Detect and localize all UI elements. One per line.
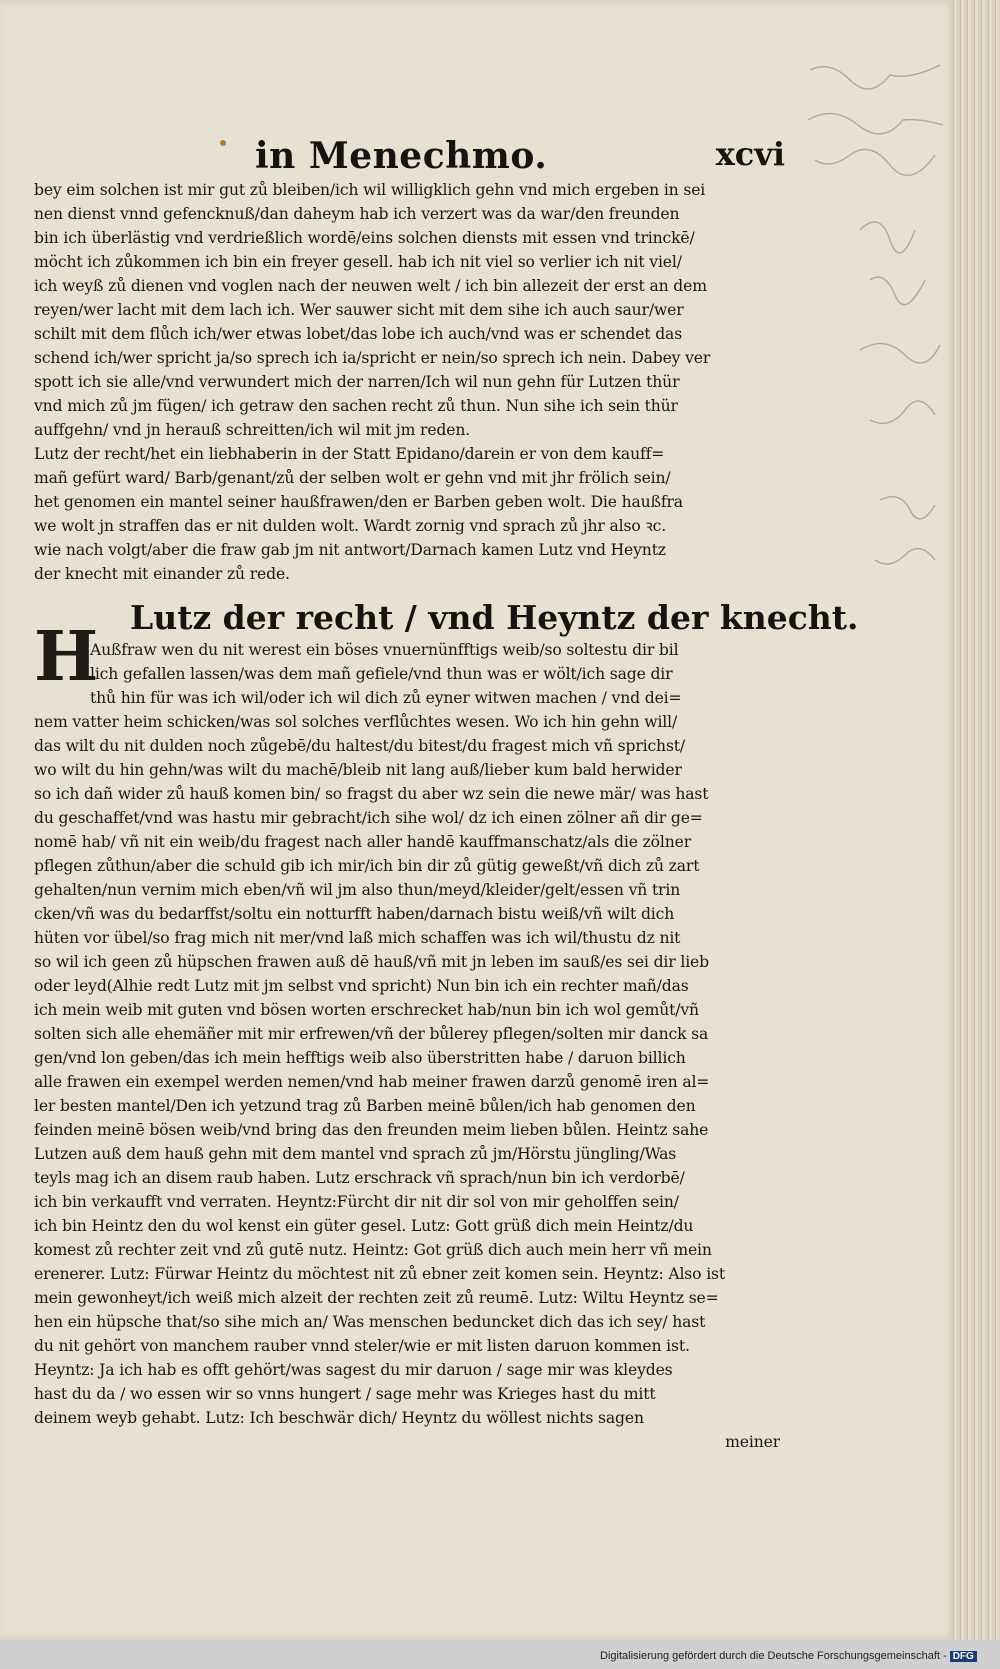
text-line: Heyntz: Ja ich hab es offt gehört/was sagest du mir daruon / sage mir was kleydes [34,1361,673,1379]
text-line: mein gewonheyt/ich weiß mich alzeit der rechten zeit zů reumē. Lutz: Wiltu Heyntz se= [34,1289,719,1307]
text-line: du geschaffet/vnd was hastu mir gebracht/ich sihe wol/ dz ich einen zölner añ dir ge= [34,809,703,827]
text-block-upper [34,178,780,586]
dfg-logo: DFG [950,1651,977,1662]
text-line: spott ich sie alle/vnd verwundert mich der narren/Ich wil nun gehn für Lutzen thür [34,373,680,391]
text-line: wie nach volgt/aber die fraw gab jm nit antwort/Darnach kamen Lutz vnd Heyntz [34,541,666,559]
text-line: bin ich überlästig vnd verdrießlich wordē/eins solchen diensts mit essen vnd trinckē/ [34,229,695,247]
text-line: auffgehn/ vnd jn herauß schreitten/ich wil mit jm reden. [34,421,471,439]
text-line: wo wilt du hin gehn/was wilt du machē/bleib nit lang auß/lieber kum bald herwider [34,761,682,779]
text-line: nem vatter heim schicken/was sol solches verflůchtes wesen. Wo ich hin gehn will/ [34,713,678,731]
text-line: bey eim solchen ist mir gut zů bleiben/ich wil willigklich gehn vnd mich ergeben in sei [34,181,706,199]
text-line: solten sich alle ehemäñer mit mir erfrewen/vñ der bůlerey pflegen/solten mir danck sa [34,1025,709,1043]
text-line: schend ich/wer spricht ja/so sprech ich ia/spricht er nein/so sprech ich nein. Dabey ver [34,349,711,367]
paragraph-1 [34,178,780,442]
text-line: oder leyd(Alhie redt Lutz mit jm selbst vnd spricht) Nun bin ich ein rechter mañ/das [34,977,689,995]
text-block-lower [34,638,780,1454]
text-line: we wolt jn straffen das er nit dulden wolt. Wardt zornig vnd sprach zů jhr also ꝛc. [34,517,667,535]
text-line: cken/vñ was du bedarffst/soltu ein notturfft haben/darnach bistu weiß/vñ wilt dich [34,905,675,923]
text-line: nomē hab/ vñ nit ein weib/du fragest nach aller handē kauffmanschatz/als die zölner [34,833,692,851]
catchword: meiner [725,1433,780,1451]
text-line: du nit gehört von manchem rauber vnnd steler/wie er mit listen daruon kommen ist. [34,1337,690,1355]
text-line: teyls mag ich an disem raub haben. Lutz erschrack vñ sprach/nun bin ich verdorbē/ [34,1169,685,1187]
text-line: gehalten/nun vernim mich eben/vñ wil jm also thun/meyd/kleider/gelt/essen vñ trin [34,881,681,899]
ink-stain [220,140,226,146]
text-line: mañ gefürt ward/ Barb/genant/zů der selben wolt er gehn vnd mit jhr frölich sein/ [34,469,671,487]
section-heading: Lutz der recht / vnd Heyntz der knecht. [130,598,859,637]
text-line: alle frawen ein exempel werden nemen/vnd hab meiner frawen darzů genomē iren al= [34,1073,710,1091]
text-line: vnd mich zů jm fügen/ ich getraw den sachen recht zů thun. Nun sihe ich sein thür [34,397,678,415]
folio-number: xcvi [715,135,785,173]
digitization-footer [600,1650,977,1662]
text-line: Lutz der recht/het ein liebhaberin in der Statt Epidano/darein er von dem kauff= [34,445,665,463]
text-line: pflegen zůthun/aber die schuld gib ich mir/ich bin dir zů gütig geweßt/vñ dich zů zart [34,857,700,875]
running-title: in Menechmo. [255,135,548,177]
text-line: Lutzen auß dem hauß gehn mit dem mantel vnd sprach zů jm/Hörstu jüngling/Was [34,1145,677,1163]
text-line: komest zů rechter zeit vnd zů gutē nutz. Heintz: Got grüß dich auch mein herr vñ mein [34,1241,712,1259]
paragraph-3 [34,638,780,1430]
text-line: thů hin für was ich wil/oder ich wil dich zů eyner witwen machen / vnd dei= [90,689,682,707]
text-line: das wilt du nit dulden noch zůgebē/du haltest/du bitest/du fragest mich vñ sprichst/ [34,737,686,755]
text-line: ler besten mantel/Den ich yetzund trag zů Barben meinē bůlen/ich hab genomen den [34,1097,696,1115]
text-line: reyen/wer lacht mit dem lach ich. Wer sauwer sicht mit dem sihe ich auch saur/wer [34,301,684,319]
text-line: nen dienst vnnd gefencknuß/dan daheym hab ich verzert was da war/den freunden [34,205,680,223]
footer-text: Digitalisierung gefördert durch die Deutsche Forschungsgemeinschaft - [600,1650,947,1662]
text-line: hüten vor übel/so frag mich nit mer/vnd laß mich schaffen was ich wil/thustu dz nit [34,929,681,947]
text-line: ich weyß zů dienen vnd voglen nach der neuwen welt / ich bin allezeit der erst an dem [34,277,707,295]
text-line: lich gefallen lassen/was dem mañ gefiele/vnd thun was er wölt/ich sage dir [90,665,673,683]
text-line: hen ein hüpsche that/so sihe mich an/ Was menschen beduncket dich das ich sey/ hast [34,1313,706,1331]
text-line: ich mein weib mit guten vnd bösen worten erschrecket hab/nun bin ich wol gemůt/vñ [34,1001,699,1019]
text-line: hast du da / wo essen wir so vnns hungert / sage mehr was Krieges hast du mitt [34,1385,656,1403]
text-line: schilt mit dem flůch ich/wer etwas lobet/das lobe ich auch/vnd was er schendet das [34,325,683,343]
pencil-marginalia [800,40,950,600]
text-line: gen/vnd lon geben/das ich mein hefftigs weib also überstritten habe / daruon billich [34,1049,686,1067]
paragraph-2 [34,442,780,586]
text-line: möcht ich zůkommen ich bin ein freyer gesell. hab ich nit viel so verlier ich nit viel/ [34,253,682,271]
decorated-initial: H [34,617,99,697]
page-stack-edge [950,0,1000,1640]
text-line: so wil ich geen zů hüpschen frawen auß dē hauß/vñ mit jn leben im sauß/es sei dir lieb [34,953,709,971]
text-line: der knecht mit einander zů rede. [34,565,290,583]
text-line: het genomen ein mantel seiner haußfrawen/den er Barben geben wolt. Die haußfra [34,493,683,511]
text-line: ich bin verkaufft vnd verraten. Heyntz:Fürcht dir nit dir sol von mir geholffen sein/ [34,1193,679,1211]
text-line: so ich dañ wider zů hauß komen bin/ so fragst du aber wz sein die newe mär/ was hast [34,785,709,803]
text-line: erenerer. Lutz: Fürwar Heintz du möchtest nit zů ebner zeit komen sein. Heyntz: Also ist [34,1265,726,1283]
text-line: deinem weyb gehabt. Lutz: Ich beschwär dich/ Heyntz du wöllest nichts sagen [34,1409,644,1427]
text-line: ich bin Heintz den du wol kenst ein güter gesel. Lutz: Gott grüß dich mein Heintz/du [34,1217,694,1235]
text-line: Außfraw wen du nit werest ein böses vnuernünfftigs weib/so soltestu dir bil [90,641,679,659]
text-line: feinden meinē bösen weib/vnd bring das den freunden meim lieben bůlen. Heintz sahe [34,1121,709,1139]
